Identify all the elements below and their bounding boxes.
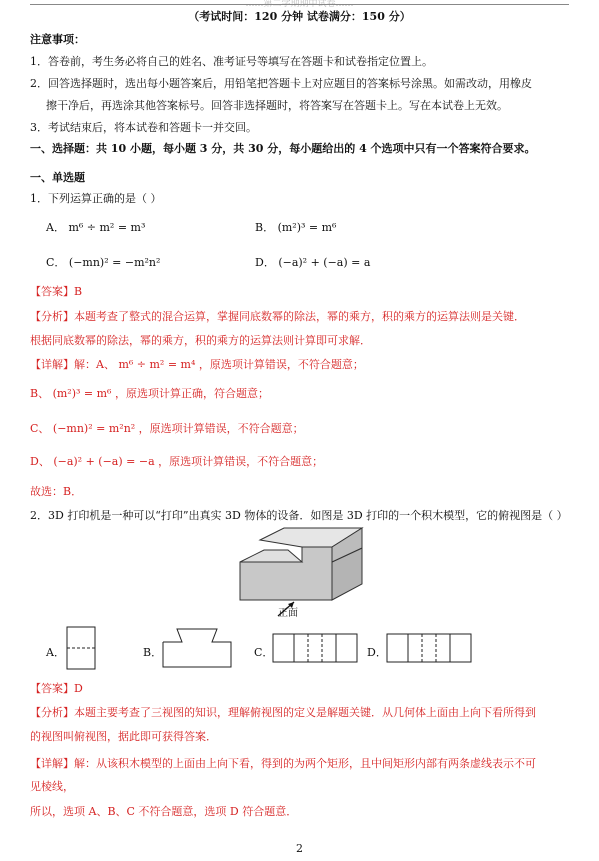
q2-answer: 【答案】D bbox=[30, 682, 83, 695]
q2-detail-2: 见棱线， bbox=[30, 780, 74, 793]
front-label: 正面 bbox=[278, 608, 298, 619]
q2-stem: 2．3D 打印机是一种可以“打印”出真实 3D 物体的设备．如图是 3D 打印的一个积木模型，它的俯视图是（ ） bbox=[30, 509, 568, 522]
q1-answer: 【答案】B bbox=[30, 285, 83, 298]
q1-conclusion: 故选：B． bbox=[30, 485, 83, 498]
q2-analysis-2: 的视图叫俯视图，据此即可获得答案． bbox=[30, 730, 217, 743]
q1-option-c: C． (−mn)² = −m²n² bbox=[46, 256, 161, 269]
q2-option-c-figure bbox=[272, 633, 358, 663]
section-intro: 一、选择题：共 10 小题，每小题 3 分，共 30 分，每小题给出的 4 个选项中只有一个答案符合要求。 bbox=[30, 142, 536, 155]
top-rule bbox=[30, 4, 569, 5]
note-item-3: 3．考试结束后，将本试卷和答题卡一并交回。 bbox=[30, 121, 257, 134]
q2-option-a-label: A． bbox=[46, 646, 65, 659]
q2-option-b-figure bbox=[162, 628, 232, 668]
notes-title: 注意事项： bbox=[30, 33, 85, 46]
q1-detail-c: C、 (−mn)² = m²n² ，原选项计算错误，不符合题意； bbox=[30, 422, 304, 435]
q1-stem: 1．下列运算正确的是（ ） bbox=[30, 192, 162, 205]
section-title: 一、单选题 bbox=[30, 171, 85, 184]
block-model-figure bbox=[232, 522, 372, 618]
header-note: ……第二学期期中试卷…… bbox=[245, 0, 354, 9]
q1-detail-a: 【详解】解：A、 m⁶ ÷ m² = m⁴ ，原选项计算错误，不符合题意； bbox=[30, 358, 364, 371]
q2-option-a-figure bbox=[66, 626, 96, 670]
q1-detail-b: B、 (m²)³ = m⁶ ，原选项计算正确，符合题意； bbox=[30, 387, 269, 400]
q2-option-d-figure bbox=[386, 633, 472, 663]
q2-conclusion: 所以，选项 A、B、C 不符合题意，选项 D 符合题意． bbox=[30, 805, 298, 818]
page-number: 2 bbox=[296, 842, 303, 855]
q2-analysis-1: 【分析】本题主要考查了三视图的知识，理解俯视图的定义是解题关键．从几何体上面由上向下看所得到 bbox=[30, 706, 536, 719]
q2-option-d-label: D． bbox=[367, 646, 387, 659]
q1-analysis-2: 根据同底数幂的除法，幂的乘方，积的乘方的运算法则计算即可求解． bbox=[30, 334, 371, 347]
q2-detail-1: 【详解】解：从该积木模型的上面由上向下看，得到的为两个矩形，且中间矩形内部有两条虚线表示不可 bbox=[30, 757, 536, 770]
q1-analysis-1: 【分析】本题考查了整式的混合运算，掌握同底数幂的除法，幂的乘方，积的乘方的运算法则是关键． bbox=[30, 310, 525, 323]
note-item-2: 2．回答选择题时，选出每小题答案后，用铅笔把答题卡上对应题目的答案标号涂黑。如需改动，用橡皮 bbox=[30, 77, 532, 90]
exam-info: （考试时间：120 分钟 试卷满分：150 分） bbox=[188, 10, 411, 23]
q1-detail-d: D、 (−a)² + (−a) = −a ，原选项计算错误，不符合题意； bbox=[30, 455, 324, 468]
note-item-1: 1．答卷前，考生务必将自己的姓名、准考证号等填写在答题卡和试卷指定位置上。 bbox=[30, 55, 433, 68]
q2-option-b-label: B． bbox=[143, 646, 163, 659]
q2-option-c-label: C． bbox=[254, 646, 274, 659]
q1-option-a: A． m⁶ ÷ m² = m³ bbox=[46, 221, 146, 234]
q1-option-b: B． (m²)³ = m⁶ bbox=[255, 221, 337, 234]
note-item-2-cont: 擦干净后，再选涂其他答案标号。回答非选择题时，将答案写在答题卡上。写在本试卷上无效。 bbox=[46, 99, 508, 112]
q1-option-d: D． (−a)² + (−a) = a bbox=[255, 256, 371, 269]
